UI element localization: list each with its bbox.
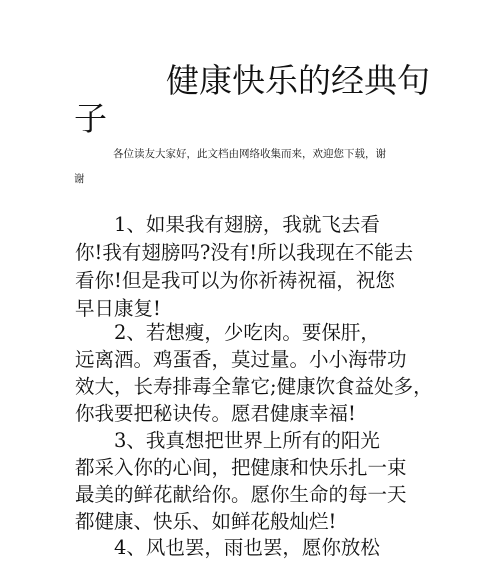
download-note-line-2: 谢 — [74, 173, 85, 185]
paragraph-3-line-4: 都健康、快乐、如鲜花般灿烂! — [75, 510, 337, 533]
paragraph-1-line-3: 看你!但是我可以为你祈祷祝福，祝您 — [75, 269, 395, 292]
paragraph-2-line-3: 效大，长寿排毒全靠它;健康饮食益处多， — [75, 375, 433, 398]
download-note-line-1: 各位读友大家好，此文档由网络收集而来，欢迎您下载，谢 — [113, 148, 386, 160]
paragraph-1-line-4: 早日康复! — [75, 297, 161, 320]
paragraph-2-line-2: 远离酒。鸡蛋香，莫过量。小小海带功 — [75, 348, 407, 371]
paragraph-3-line-3: 最美的鲜花献给你。愿你生命的每一天 — [75, 483, 407, 506]
document-title-line-2: 子 — [74, 99, 107, 138]
paragraph-2-line-4: 你我要把秘诀传。愿君健康幸福! — [75, 402, 356, 425]
paragraph-1-line-1: 1、如果我有翅膀，我就飞去看 — [75, 213, 380, 236]
paragraph-3-line-1: 3、我真想把世界上所有的阳光 — [75, 429, 380, 452]
paragraph-1-line-2: 你!我有翅膀吗?没有!所以我现在不能去 — [75, 241, 414, 264]
document-title-line-1: 健康快乐的经典句 — [166, 61, 430, 100]
paragraph-4-line-1: 4、风也罢，雨也罢，愿你放松 — [75, 536, 380, 559]
paragraph-3-line-2: 都采入你的心间，把健康和快乐扎一束 — [75, 456, 407, 479]
paragraph-2-line-1: 2、若想瘦，少吃肉。要保肝， — [75, 321, 380, 344]
